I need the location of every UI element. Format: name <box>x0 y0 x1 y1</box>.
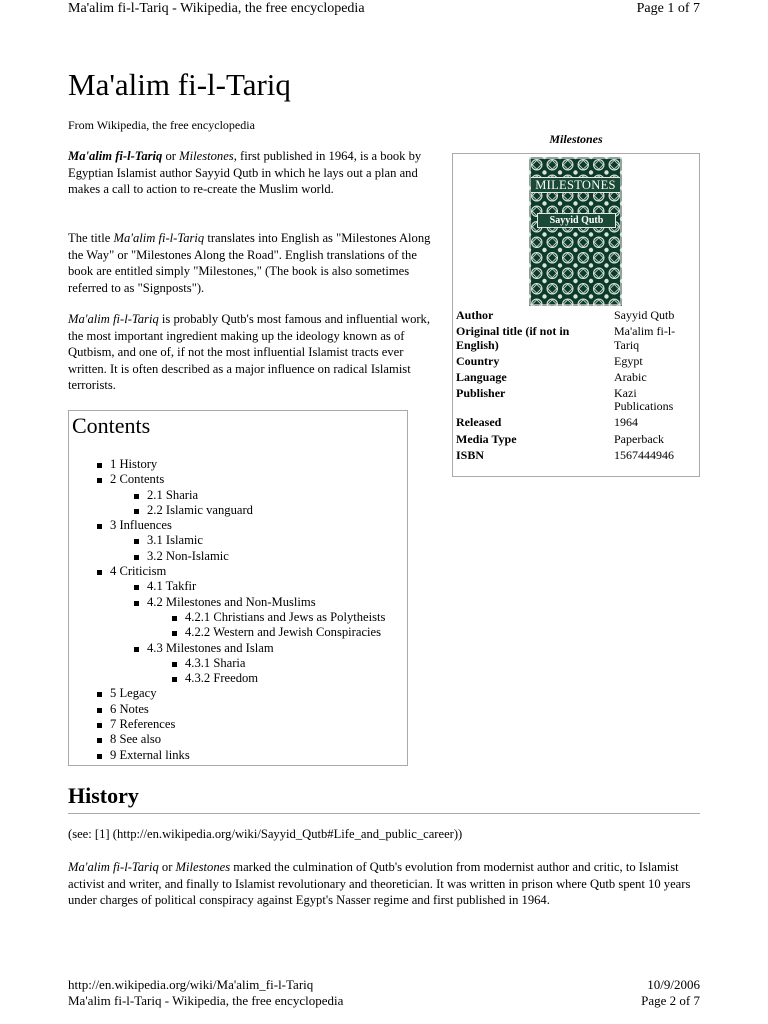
from-wikipedia-tagline: From Wikipedia, the free encyclopedia <box>68 118 255 132</box>
print-footer-next-title: Ma'alim fi-l-Tariq - Wikipedia, the free encyclopedia <box>68 993 344 1008</box>
term-italic: Ma'alim fi-l-Tariq <box>68 312 159 326</box>
cover-title: MILESTONES <box>531 177 620 193</box>
bullet-icon <box>97 708 102 713</box>
toc-item-label[interactable]: 8 See also <box>110 732 162 747</box>
toc-item-label[interactable]: 2.2 Islamic vanguard <box>147 502 253 517</box>
infobox <box>452 153 700 477</box>
toc-item[interactable] <box>69 717 407 732</box>
toc-item[interactable] <box>69 457 407 472</box>
bullet-icon <box>97 723 102 728</box>
infobox-value: 1567444946 <box>614 447 674 462</box>
print-footer-next-page: Page 2 of 7 <box>641 993 700 1008</box>
toc-item-label[interactable]: 6 Notes <box>110 701 149 716</box>
infobox-key: ISBN <box>456 447 485 462</box>
toc-item-label[interactable]: 4.3 Milestones and Islam <box>147 640 274 655</box>
term-italic: Ma'alim fi-l-Tariq <box>113 231 205 245</box>
toc-item[interactable] <box>69 595 407 610</box>
print-footer-date: 10/9/2006 <box>647 977 700 992</box>
toc-item[interactable] <box>69 732 407 747</box>
infobox-row <box>456 325 696 355</box>
bullet-icon <box>172 616 177 621</box>
infobox-value: Kazi Publications <box>614 385 674 414</box>
bullet-icon <box>134 509 139 514</box>
infobox-value: Ma'alim fi-l-Tariq <box>614 324 676 352</box>
paragraph-text: The title <box>68 231 114 245</box>
paragraph-text: is probably Qutb's most famous and influential work, the most important ingredient making up the ideology known as of Qutbism, and one of, if not the most influential Islamist tracts ever written. It is often described as a major influence on radical Islamist terrorists. <box>68 312 431 392</box>
toc-item[interactable] <box>69 564 407 579</box>
toc-item[interactable] <box>69 533 407 548</box>
infobox-key: Author <box>456 308 494 322</box>
infobox-value: Arabic <box>614 369 647 384</box>
infobox-key: Media Type <box>456 431 517 446</box>
toc-item[interactable] <box>69 503 407 518</box>
text-or: or <box>162 149 180 163</box>
term-italic: Ma'alim fi-l-Tariq <box>68 860 159 874</box>
toc-item[interactable] <box>69 671 407 686</box>
toc-item-label[interactable]: 4.2.2 Western and Jewish Conspiracies <box>185 625 382 640</box>
paragraph-text: , first published in 1964, is a book by Egyptian Islamist author Sayyid Qutb in which he lays out a plan and makes a call to action to re-create the Muslim world. <box>68 149 422 196</box>
cover-author: Sayyid Qutb <box>537 213 616 228</box>
infobox-key: Publisher <box>456 385 506 400</box>
history-paragraph <box>68 859 700 909</box>
toc-item-label[interactable]: 2.1 Sharia <box>147 487 199 502</box>
infobox-value: Sayyid Qutb <box>614 308 675 322</box>
term-bold-italic: Ma'alim fi-l-Tariq <box>68 149 163 163</box>
infobox-row <box>456 416 696 432</box>
infobox-row <box>456 433 696 449</box>
bullet-icon <box>134 585 139 590</box>
history-heading: History <box>68 783 139 808</box>
infobox-row <box>456 387 696 417</box>
bullet-icon <box>134 494 139 499</box>
bullet-icon <box>97 524 102 529</box>
bullet-icon <box>97 570 102 575</box>
toc-item-label[interactable]: 7 References <box>110 717 176 732</box>
article-title: Ma'alim fi-l-Tariq <box>68 67 291 102</box>
toc-heading: Contents <box>72 413 151 438</box>
term-italic: Milestones <box>175 860 231 874</box>
table-of-contents <box>68 410 408 766</box>
toc-item-label[interactable]: 4.2 Milestones and Non-Muslims <box>147 594 316 609</box>
book-cover-image[interactable] <box>529 157 622 306</box>
toc-item[interactable] <box>69 518 407 533</box>
print-footer-left <box>68 977 343 1009</box>
paragraph-text: marked the culmination of Qutb's evolution from modernist author and critic, to Islamist activist and writer, and finally to Islamist revolutionary and theoretician. It was written in prison where Qutb spent 10 years under charges of political conspiracy against Egypt's Nasser regime and first published in 1964. <box>68 860 691 907</box>
infobox-key: Original title (if not in English) <box>456 324 570 352</box>
infobox-caption: Milestones <box>549 132 603 146</box>
infobox-table <box>456 309 696 465</box>
bullet-icon <box>134 539 139 544</box>
term-italic: Milestones <box>179 149 234 163</box>
toc-item[interactable] <box>69 488 407 503</box>
infobox-value: Egypt <box>614 353 643 368</box>
toc-item-label[interactable]: 9 External links <box>110 747 190 762</box>
infobox-key: Released <box>456 415 502 430</box>
text-or: or <box>158 860 176 874</box>
bullet-icon <box>97 692 102 697</box>
paragraph-text: translates into English as "Milestones Along the Way" or "Milestones Along the Road". English translations of the book are entitled simply "Milestones," (The book is also sometimes referred to as "Signposts"). <box>68 231 431 295</box>
toc-item[interactable] <box>69 686 407 701</box>
toc-item[interactable] <box>69 748 407 763</box>
bullet-icon <box>134 647 139 652</box>
toc-item[interactable] <box>69 625 407 640</box>
infobox-row <box>456 371 696 387</box>
heading-divider <box>68 813 700 814</box>
intro-paragraph-3 <box>68 311 438 394</box>
infobox-value: 1964 <box>614 415 638 430</box>
toc-item-label[interactable]: 4 Criticism <box>110 564 167 579</box>
toc-item-label[interactable]: 3.2 Non-Islamic <box>147 548 229 563</box>
toc-item[interactable] <box>69 656 407 671</box>
toc-item-label[interactable]: 5 Legacy <box>110 686 157 701</box>
infobox-row <box>456 449 696 465</box>
toc-item-label[interactable]: 3 Influences <box>110 518 172 533</box>
toc-item[interactable] <box>69 702 407 717</box>
toc-item[interactable] <box>69 641 407 656</box>
intro-paragraph-1 <box>68 148 438 198</box>
toc-item[interactable] <box>69 579 407 594</box>
infobox-key: Language <box>456 369 507 384</box>
print-footer-right <box>641 977 700 1009</box>
toc-item-label[interactable]: 4.3.2 Freedom <box>185 671 259 686</box>
infobox-value: Paperback <box>614 431 664 446</box>
bullet-icon <box>172 662 177 667</box>
intro-paragraph-2 <box>68 230 438 296</box>
toc-item-label[interactable]: 1 History <box>110 457 158 471</box>
bullet-icon <box>97 478 102 483</box>
toc-item-label[interactable]: 4.1 Takfir <box>147 579 197 594</box>
infobox-row <box>456 309 696 325</box>
toc-item[interactable] <box>69 610 407 625</box>
bullet-icon <box>134 555 139 560</box>
print-header-page: Page 1 of 7 <box>636 1 700 16</box>
bullet-icon <box>134 601 139 606</box>
toc-item[interactable] <box>69 549 407 564</box>
toc-item-label[interactable]: 4.3.1 Sharia <box>185 655 246 670</box>
bullet-icon <box>97 754 102 759</box>
infobox-row <box>456 355 696 371</box>
toc-item-label[interactable]: 2 Contents <box>110 472 165 487</box>
see-reference-link[interactable]: (see: [1] (http://en.wikipedia.org/wiki/Sayyid_Qutb#Life_and_public_career)) <box>68 827 463 841</box>
infobox-key: Country <box>456 353 500 368</box>
bullet-icon <box>172 677 177 682</box>
print-header-title: Ma'alim fi-l-Tariq - Wikipedia, the free encyclopedia <box>68 1 365 16</box>
toc-item-label[interactable]: 3.1 Islamic <box>147 533 203 548</box>
toc-item[interactable] <box>69 472 407 487</box>
bullet-icon <box>172 631 177 636</box>
bullet-icon <box>97 738 102 743</box>
print-footer-url: http://en.wikipedia.org/wiki/Ma'alim_fi-l-Tariq <box>68 977 314 992</box>
bullet-icon <box>97 463 102 468</box>
toc-list <box>69 457 407 763</box>
toc-item-label[interactable]: 4.2.1 Christians and Jews as Polytheists <box>185 609 386 624</box>
